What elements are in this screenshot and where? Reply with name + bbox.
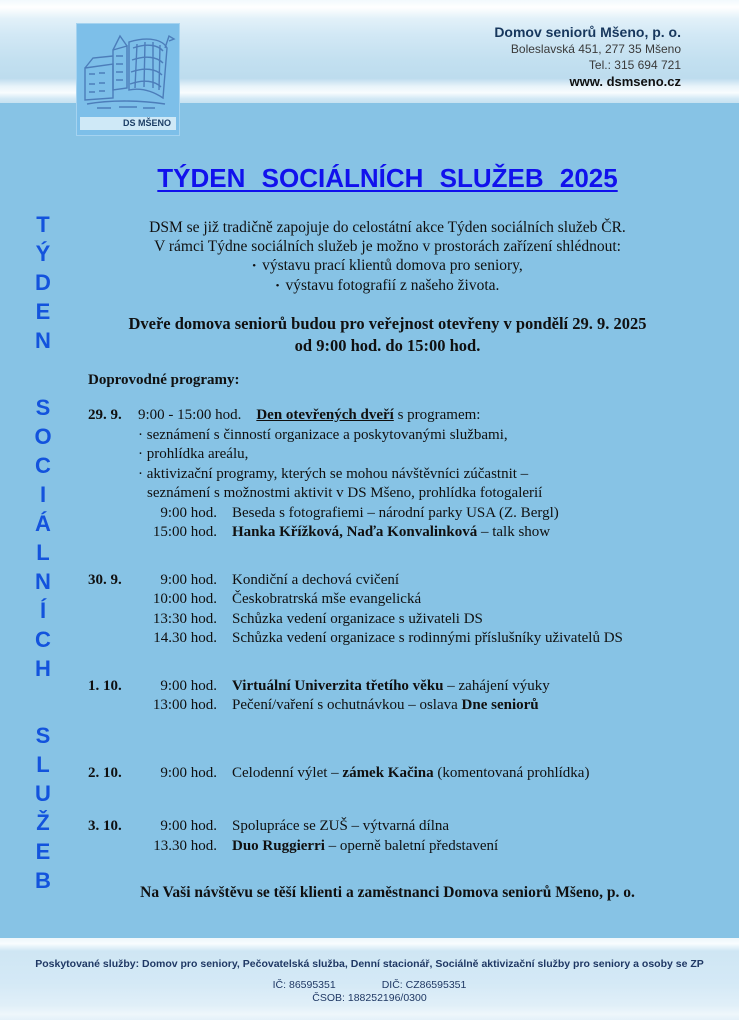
program-text-segment: · seznámení s činností organizace a poskytovanými službami, (138, 426, 508, 443)
program-time: 9:00 hod. (160, 504, 217, 521)
program-time: 9:00 hod. (160, 764, 217, 781)
program-line (138, 696, 687, 716)
program-line (138, 629, 687, 649)
program-line (138, 837, 687, 857)
bullet-icon: • (275, 280, 280, 292)
open-doors-line: Dveře domova seniorů budou pro veřejnost otevřeny v pondělí 29. 9. 2025 (128, 314, 647, 333)
program-text-segment: Schůzka vedení organizace s uživateli DS (232, 610, 483, 627)
program-date: 1. 10. (88, 677, 122, 694)
program-text-segment: Celodenní výlet – (232, 764, 343, 781)
logo (76, 23, 180, 136)
vertical-letter: S (35, 723, 51, 748)
vertical-word (35, 721, 51, 895)
closing-line: Na Vaši návštěvu se těší klienti a zaměstnanci Domova seniorů Mšeno, p. o. (140, 884, 635, 901)
program-description (147, 484, 542, 504)
program-description (138, 465, 528, 485)
vertical-letter: S (35, 395, 51, 420)
program-description (232, 817, 449, 837)
program-text-segment: Dne seniorů (461, 697, 539, 713)
program-line (138, 764, 687, 784)
vertical-letter: C (35, 627, 51, 652)
program-text-segment: (komentovaná prohlídka) (433, 764, 590, 781)
footer-bank-account: ČSOB: 188252196/0300 (312, 992, 427, 1004)
org-address: Boleslavská 451, 277 35 Mšeno (510, 42, 681, 56)
intro-bullet (88, 276, 687, 296)
program-text-segment: Virtuální Univerzita třetího věku (232, 677, 444, 694)
intro-line: V rámci Týdne sociálních služeb je možno v prostorách zařízení shlédnout: (154, 238, 621, 255)
program-description (232, 523, 550, 543)
program-line (138, 426, 687, 446)
vertical-letter: H (35, 656, 51, 681)
program-lines (138, 406, 687, 543)
vertical-letter: N (35, 328, 51, 353)
program-block (88, 817, 687, 856)
program-block (88, 571, 687, 649)
program-line (138, 590, 687, 610)
program-line (138, 484, 687, 504)
program-text-segment: Den otevřených dveří (256, 407, 394, 423)
program-line (138, 677, 687, 697)
program-description (232, 504, 559, 524)
vertical-letter: O (34, 424, 52, 449)
vertical-word (34, 393, 51, 683)
main-content (88, 163, 687, 902)
program-block (88, 764, 687, 784)
program-time: 9:00 - 15:00 hod. (138, 407, 242, 423)
intro-bullet-text: výstavu fotografií z našeho života. (285, 277, 500, 294)
program-time: 10:00 hod. (152, 591, 217, 607)
program-text-segment: Spolupráce se ZUŠ – výtvarná dílna (232, 818, 450, 834)
footer-services: Poskytované služby: Domov pro seniory, Pečovatelská služba, Denní stacionář, Sociálně aktivizační služby pro seniory a osoby se ZP (35, 958, 704, 970)
open-doors-notice (88, 313, 687, 357)
program-description (232, 764, 589, 784)
footer-dic: DIČ: CZ86595351 (381, 979, 467, 991)
program-time: 13:00 hod. (152, 697, 217, 713)
footer-band (0, 938, 739, 1020)
logo-caption: DS MŠENO (80, 117, 176, 130)
program-date: 29. 9. (88, 407, 122, 423)
program-lines (138, 764, 687, 784)
program-line (138, 610, 687, 630)
program-description (138, 426, 508, 446)
open-doors-line: od 9:00 hod. do 15:00 hod. (294, 336, 481, 355)
program-text-segment: Kondiční a dechová cvičení (232, 571, 400, 588)
vertical-letter: D (35, 270, 51, 295)
intro-line: DSM se již tradičně zapojuje do celostátní akce Týden sociálních služeb ČR. (149, 219, 626, 236)
program-line (138, 465, 687, 485)
program-text-segment: · aktivizační programy, kterých se mohou návštěvníci zúčastnit – (138, 465, 529, 482)
vertical-letter: Ž (36, 810, 50, 835)
program-time: 13:30 hod. (152, 610, 217, 627)
program-lines (138, 677, 687, 716)
intro-bullet-text: výstavu prací klientů domova pro seniory, (262, 257, 523, 274)
program-text-segment: zámek Kačina (342, 764, 434, 781)
org-phone: Tel.: 315 694 721 (588, 58, 681, 72)
program-time: 9:00 hod. (160, 818, 217, 834)
program-line (138, 504, 687, 524)
program-time: 9:00 hod. (160, 571, 217, 588)
program-text-segment: – zahájení výuky (443, 677, 550, 694)
program-block (88, 406, 687, 543)
program-time: 14.30 hod. (153, 630, 217, 646)
vertical-banner (20, 210, 66, 895)
program-time: 15:00 hod. (152, 524, 217, 540)
program-block (88, 677, 687, 716)
program-text-segment: s programem: (393, 407, 481, 423)
logo-building-sketch (79, 26, 177, 114)
vertical-letter: I (39, 482, 47, 507)
program-description (232, 590, 421, 610)
footer-ic: IČ: 86595351 (272, 979, 336, 991)
org-name: Domov seniorů Mšeno, p. o. (494, 24, 681, 40)
header-contact-block (494, 24, 681, 90)
vertical-letter: Ý (35, 241, 51, 266)
program-text-segment: – operně baletní představení (324, 837, 499, 854)
programs-schedule (88, 406, 687, 856)
program-date: 2. 10. (88, 764, 122, 781)
footer-registration-ids (0, 979, 739, 991)
vertical-letter: T (36, 212, 50, 237)
program-description (232, 677, 550, 697)
program-line (138, 445, 687, 465)
vertical-letter: E (35, 839, 51, 864)
vertical-letter: E (35, 299, 51, 324)
program-description (256, 406, 480, 426)
bullet-icon: • (252, 260, 257, 272)
vertical-letter: B (35, 868, 51, 893)
vertical-letter: Í (39, 598, 47, 623)
program-description (138, 445, 248, 465)
program-text-segment: – talk show (477, 524, 551, 540)
program-text-segment: Beseda s fotografiemi – národní parky USA (Z. Bergl) (232, 504, 559, 521)
program-description (232, 837, 498, 857)
program-text-segment: Schůzka vedení organizace s rodinnými příslušníky uživatelů DS (232, 630, 623, 646)
program-time: 9:00 hod. (160, 677, 217, 694)
program-date: 30. 9. (88, 571, 122, 588)
program-description (232, 629, 623, 649)
program-line (138, 817, 687, 837)
program-lines (138, 571, 687, 649)
vertical-letter: U (35, 781, 51, 806)
program-date: 3. 10. (88, 818, 122, 834)
program-description (232, 571, 399, 591)
program-lines (138, 817, 687, 856)
vertical-letter: C (35, 453, 51, 478)
program-text-segment: Českobratrská mše evangelická (232, 591, 422, 607)
vertical-letter: L (36, 540, 50, 565)
program-text-segment: · prohlídka areálu, (138, 446, 249, 462)
vertical-word (35, 210, 51, 355)
org-website: www. dsmseno.cz (569, 74, 681, 89)
program-time: 13.30 hod. (153, 837, 217, 854)
programs-heading: Doprovodné programy: (88, 372, 240, 388)
program-text-segment: Hanka Křížková, Naďa Konvalinková (232, 524, 478, 540)
intro-bullet (88, 256, 687, 276)
vertical-letter: Á (35, 511, 51, 536)
program-description (232, 696, 539, 716)
program-text-segment: Pečení/vaření s ochutnávkou – oslava (232, 697, 462, 713)
program-description (232, 610, 483, 630)
vertical-letter: N (35, 569, 51, 594)
program-line (138, 523, 687, 543)
program-text-segment: seznámení s možnostmi aktivit v DS Mšeno, prohlídka fotogalerií (147, 485, 543, 501)
program-text-segment: Duo Ruggierri (232, 837, 325, 854)
program-line (138, 406, 687, 426)
page-title: TÝDEN SOCIÁLNÍCH SLUŽEB 2025 (157, 163, 618, 193)
intro-paragraph (88, 218, 687, 296)
program-line (138, 571, 687, 591)
vertical-letter: L (36, 752, 50, 777)
